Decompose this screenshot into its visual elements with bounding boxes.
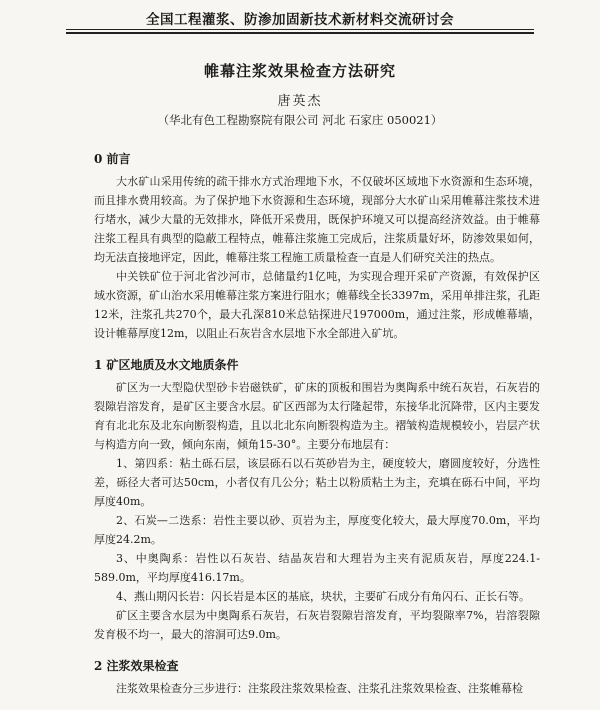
author-affiliation: （华北有色工程勘察院有限公司 河北 石家庄 050021） (157, 113, 443, 127)
check-paragraph-1: 注浆效果检查分三步进行：注浆段注浆效果检查、注浆孔注浆效果检查、注浆帷幕检 (116, 682, 523, 695)
section-heading-geology: 1 矿区地质及水文地质条件 (94, 358, 239, 372)
geology-paragraph-2: 矿区主要含水层为中奥陶系石灰岩，石灰岩裂隙岩溶发育，平均裂隙率7%，岩溶裂隙发育极不均一，最大的溶洞可达9.0m。 (94, 609, 540, 641)
header-rule-thin (66, 29, 534, 30)
intro-paragraph-1: 大水矿山采用传统的疏干排水方式治理地下水，不仅破坏区域地下水资源和生态环境，而且排水费用较高。为了保护地下水资源和生态环境，现部分大水矿山采用帷幕注浆技术进行堵水，减少大量的无效排水，降低开采费用，既保护环境又可以提高经济效益。由于帷幕注浆工程具有典型的隐蔽工程特点，帷幕注浆施工完成后，注浆质量好坏，防渗效果如何，均无法直接地评定，因此，帷幕注浆工程施工质量检查一直是人们研究关注的热点。 (94, 175, 540, 264)
stratum-item: 2、石炭—二迭系：岩性主要以砂、页岩为主，厚度变化较大，最大厚度70.0m，平均厚度24.2m。 (94, 514, 540, 546)
paper-body (94, 151, 540, 698)
intro-paragraph-2: 中关铁矿位于河北省沙河市，总储量约1亿吨，为实现合理开采矿产资源，有效保护区域水资源，矿山治水采用帷幕注浆方案进行阻水；帷幕线全长3397m，采用单排注浆，孔距12米，注浆孔共270个，最大孔深810米总钻探进尺197000m，通过注浆，形成帷幕墙，设计帷幕厚度12m，以阻止石灰岩含水层地下水全部进入矿坑。 (94, 270, 540, 340)
stratum-item: 4、燕山期闪长岩：闪长岩是本区的基底，块状，主要矿石成分有角闪石、正长石等。 (116, 590, 530, 603)
section-heading-intro: 0 前言 (94, 152, 131, 166)
paper-title: 帷幕注浆效果检查方法研究 (203, 62, 396, 80)
stratum-item: 3、中奥陶系：岩性以石灰岩、结晶灰岩和大理岩为主夹有泥质灰岩，厚度224.1-589.0m，平均厚度416.17m。 (94, 552, 540, 584)
author-name: 唐英杰 (277, 94, 323, 109)
geology-paragraph-1: 矿区为一大型隐伏型砂卡岩磁铁矿，矿床的顶板和围岩为奥陶系中统石灰岩，石灰岩的裂隙岩溶发育，是矿区主要含水层。矿区西部为太行隆起带，东接华北沉降带，区内主要发育有北北东及北东向断裂构造，且以北北东向断裂构造为主。褶皱构造规模较小，岩层产状与构造方向一致，倾向东南，倾角15-30°。主要分布地层有： (94, 381, 540, 451)
stratum-item: 1、第四系：粘土砾石层，该层砾石以石英砂岩为主，硬度较大，磨圆度较好，分选性差，砾径大者可达50cm，小者仅有几公分；粘土以粉质粘土为主，充填在砾石中间，平均厚度40m。 (94, 457, 540, 508)
conference-header: 全国工程灌浆、防渗加固新技术新材料交流研讨会 (146, 12, 454, 28)
header-rule-thick (66, 32, 534, 34)
section-heading-check: 2 注浆效果检查 (94, 659, 179, 673)
